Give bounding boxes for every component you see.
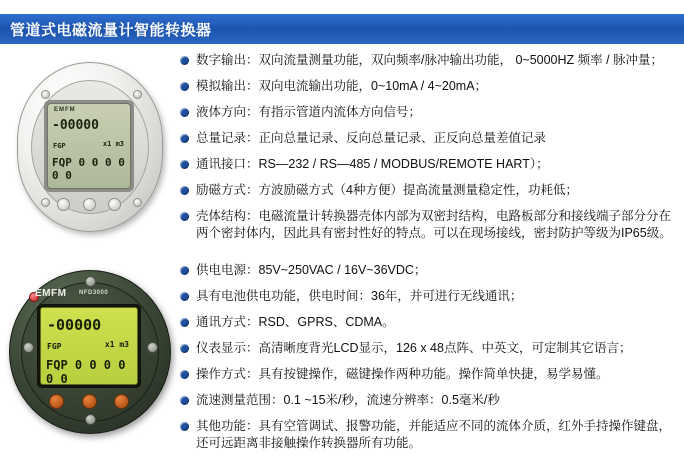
list-item-text: 供电电源：85V~250VAC / 16V~36VDC； bbox=[196, 263, 427, 277]
list-item-text: 其他功能：具有空管调试、报警功能，并能适应不同的流体介质，红外手持操作键盘，还可远距离非接触操作转换器所有功能。 bbox=[196, 419, 672, 450]
list-item-text: 流速测量范围：0.1 ~15米/秒，流速分辨率：0.5毫米/秒 bbox=[196, 393, 500, 407]
list-item-text: 操作方式：具有按键操作，磁键操作两种功能。操作简单快捷，易学易懂。 bbox=[196, 367, 609, 381]
spec-list-power bbox=[180, 262, 684, 461]
keypad-button[interactable] bbox=[83, 198, 96, 211]
bullet-icon bbox=[180, 212, 189, 221]
list-item bbox=[180, 208, 676, 242]
list-item bbox=[180, 182, 676, 199]
housing-bolt bbox=[85, 276, 96, 287]
page-title: 管道式电磁流量计智能转换器 bbox=[10, 21, 212, 39]
bullet-icon bbox=[180, 370, 189, 379]
lcd-fgp-label: FGP bbox=[53, 142, 66, 150]
keypad-button[interactable] bbox=[57, 198, 70, 211]
section-digital-output bbox=[0, 52, 684, 251]
bullet-icon bbox=[180, 396, 189, 405]
housing-screw bbox=[41, 198, 50, 207]
list-item bbox=[180, 418, 676, 452]
list-item bbox=[180, 262, 676, 279]
page-header bbox=[0, 14, 684, 44]
list-item bbox=[180, 288, 676, 305]
list-item-text: 模拟输出：双向电流输出功能，0~10mA / 4~20mA； bbox=[196, 79, 488, 93]
keypad-button[interactable] bbox=[49, 394, 64, 409]
bullet-icon bbox=[180, 134, 189, 143]
housing-screw bbox=[41, 90, 50, 99]
lcd-total-value: FQP 0 0 0 0 0 0 bbox=[46, 358, 126, 385]
bullet-icon bbox=[180, 56, 189, 65]
housing-screw bbox=[133, 198, 142, 207]
housing-bolt bbox=[85, 414, 96, 425]
lcd-bezel bbox=[37, 304, 141, 388]
spec-list-digital bbox=[180, 52, 684, 251]
device-model-label: NFD3000 bbox=[79, 290, 109, 296]
list-item bbox=[180, 104, 676, 121]
list-item-text: 通讯方式：RSD、GPRS、CDMA。 bbox=[196, 315, 395, 329]
keypad[interactable] bbox=[57, 198, 121, 211]
list-item bbox=[180, 156, 676, 173]
lcd-unit-label: x1 m3 bbox=[104, 340, 129, 349]
lcd-unit-label: x1 m3 bbox=[102, 140, 124, 148]
lcd-brand-label: EMFM bbox=[54, 107, 76, 113]
keypad-button[interactable] bbox=[82, 394, 97, 409]
bullet-icon bbox=[180, 186, 189, 195]
list-item-text: 数字输出：双向流量测量功能，双向频率/脉冲输出功能， 0~5000HZ 频率 / 脉冲量； bbox=[196, 53, 664, 67]
green-round-transmitter bbox=[5, 266, 175, 438]
list-item bbox=[180, 340, 676, 357]
list-item-text: 总量记录：正向总量记录、反向总量记录、正反向总量差值记录 bbox=[196, 131, 547, 145]
keypad[interactable] bbox=[49, 394, 129, 409]
housing-bolt bbox=[23, 342, 34, 353]
figure-white-transmitter bbox=[0, 52, 180, 251]
section-power-features bbox=[0, 262, 684, 461]
list-item-text: 具有电池供电功能，供电时间：36年，并可进行无线通讯； bbox=[196, 289, 523, 303]
lcd-fgp-label: FGP bbox=[47, 342, 62, 351]
list-item-text: 通讯接口：RS—232 / RS—485 / MODBUS/REMOTE HART）； bbox=[196, 157, 549, 171]
list-item bbox=[180, 392, 676, 409]
housing-screw bbox=[133, 90, 142, 99]
lcd-total-value: FQP 0 0 0 0 0 0 bbox=[52, 156, 125, 182]
keypad-button[interactable] bbox=[114, 394, 129, 409]
bullet-icon bbox=[180, 266, 189, 275]
white-round-transmitter bbox=[11, 56, 169, 238]
list-item-text: 励磁方式：方波励磁方式（4种方便）提高流量测量稳定性，功耗低； bbox=[196, 183, 578, 197]
bullet-icon bbox=[180, 422, 189, 431]
lcd-bezel bbox=[44, 100, 134, 192]
list-item bbox=[180, 52, 676, 69]
list-item-text: 壳体结构：电磁流量计转换器壳体内部为双密封结构，电路板部分和接线端子部分分在两个密封体内，因此具有密封性好的特点。可以在现场接线，密封防护等级为IP65级。 bbox=[196, 209, 672, 240]
figure-green-transmitter bbox=[0, 262, 180, 461]
bullet-icon bbox=[180, 318, 189, 327]
list-item-text: 仪表显示：高清晰度背光LCD显示，126 x 48点阵、中英文，可定制其它语言； bbox=[196, 341, 632, 355]
housing-bolt bbox=[147, 342, 158, 353]
lcd-flow-value: -00000 bbox=[52, 118, 99, 133]
lcd-flow-value: -00000 bbox=[47, 316, 102, 334]
list-item bbox=[180, 130, 676, 147]
list-item bbox=[180, 314, 676, 331]
bullet-icon bbox=[180, 344, 189, 353]
bullet-icon bbox=[180, 160, 189, 169]
list-item bbox=[180, 78, 676, 95]
bullet-icon bbox=[180, 108, 189, 117]
keypad-button[interactable] bbox=[108, 198, 121, 211]
device-brand-label: EMFM bbox=[35, 288, 67, 299]
list-item-text: 液体方向：有指示管道内流体方向信号； bbox=[196, 105, 422, 119]
lcd-display bbox=[40, 307, 138, 385]
bullet-icon bbox=[180, 292, 189, 301]
list-item bbox=[180, 366, 676, 383]
bullet-icon bbox=[180, 82, 189, 91]
lcd-display bbox=[47, 103, 131, 189]
